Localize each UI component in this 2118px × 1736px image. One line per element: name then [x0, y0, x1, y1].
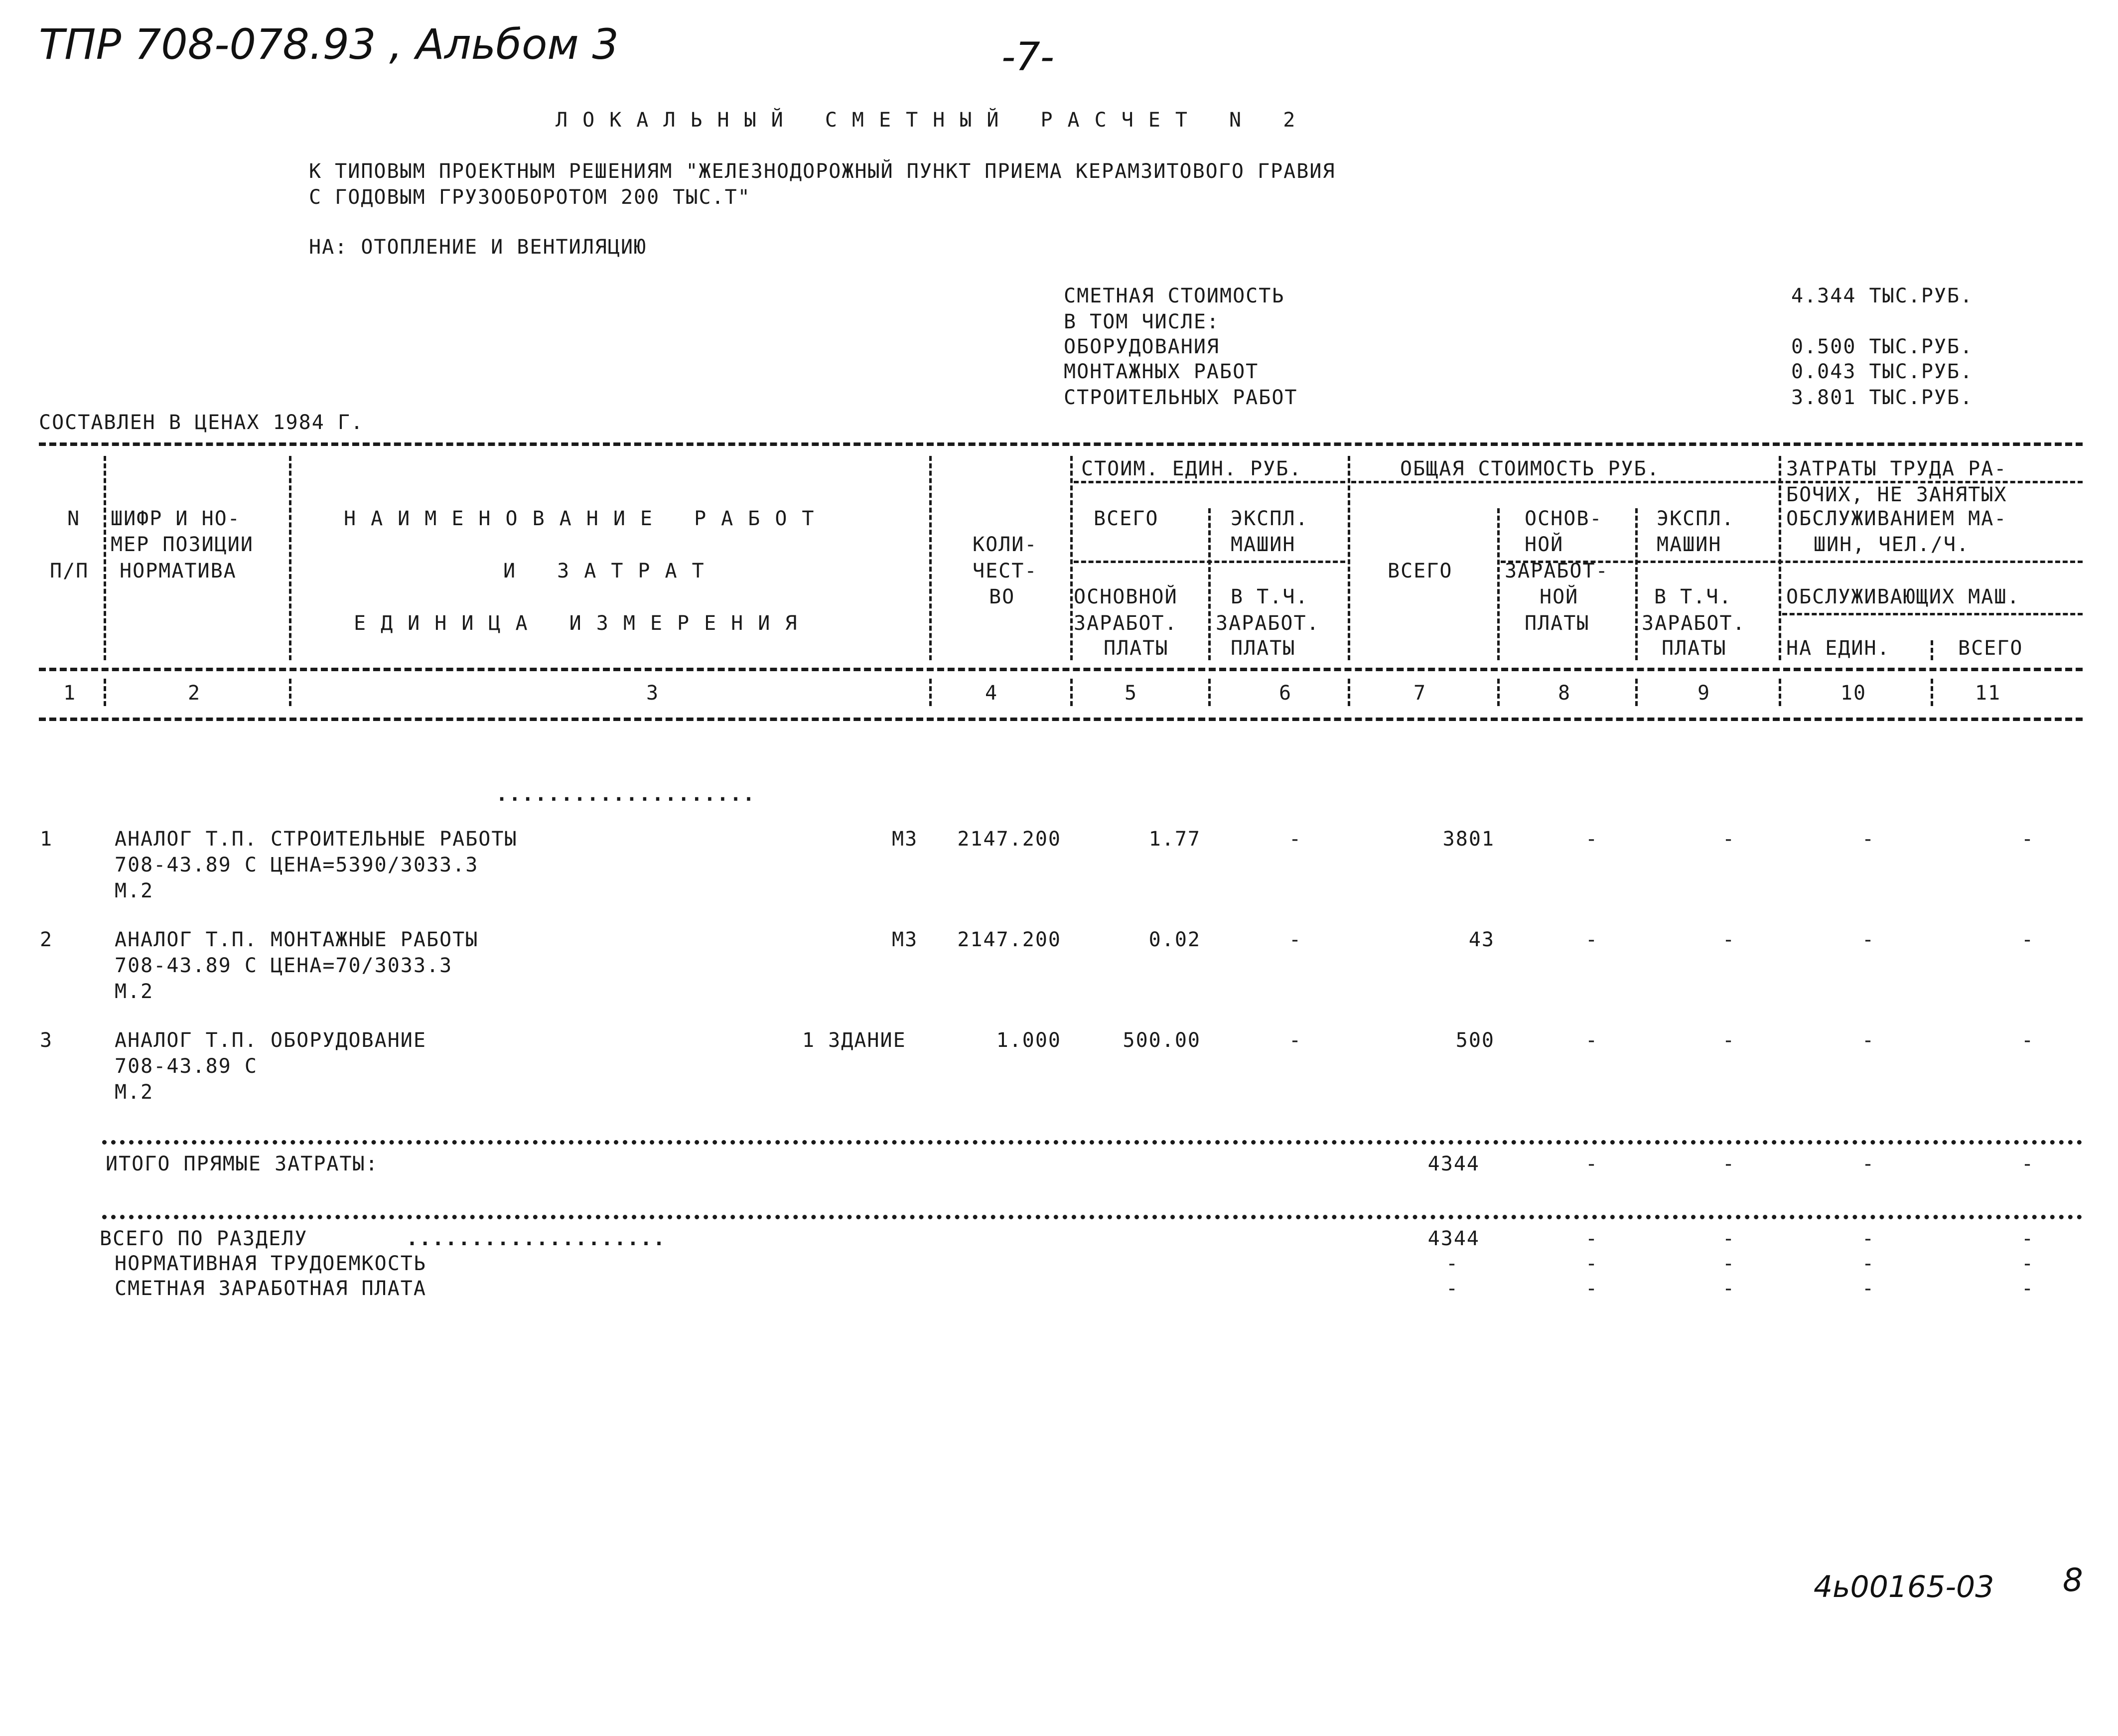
row-labor-per-unit: -	[1861, 1029, 1875, 1052]
header-col6-line: МАШИН	[1231, 533, 1296, 556]
row-number: 2	[40, 928, 53, 951]
header-labor-sub: ОБСЛУЖИВАЮЩИХ МАШ.	[1786, 585, 2020, 608]
column-number: 9	[1697, 682, 1711, 705]
labor-norm-dash: -	[2021, 1252, 2035, 1275]
column-number: 6	[1278, 682, 1292, 705]
summary-value: 0.500 ТЫС.РУБ.	[1791, 335, 1974, 358]
header-col4-line: ЧЕСТ-	[973, 560, 1038, 582]
header-col6-line: ПЛАТЫ	[1231, 637, 1296, 660]
header-col6-line: ЗАРАБОТ.	[1216, 612, 1320, 635]
header-col4-line: КОЛИ-	[973, 533, 1038, 556]
summary-label: СТРОИТЕЛЬНЫХ РАБОТ	[1064, 386, 1298, 409]
col-separator	[104, 456, 106, 660]
row-labor-total: -	[2021, 1029, 2035, 1052]
labor-norm-label: НОРМАТИВНАЯ ТРУДОЕМКОСТЬ	[115, 1252, 426, 1275]
header-col4-line: ВО	[989, 585, 1015, 608]
col-separator	[1348, 456, 1350, 660]
header-col5-line: ВСЕГО	[1094, 507, 1159, 530]
header-col9-line: МАШИН	[1657, 533, 1722, 556]
section-total-value: 4344	[1427, 1227, 1480, 1250]
column-number: 1	[63, 682, 77, 705]
row-unit-machines: -	[1288, 1029, 1302, 1052]
summary-label: МОНТАЖНЫХ РАБОТ	[1064, 360, 1259, 383]
wage-estimate-dash: -	[1861, 1277, 1875, 1300]
row-wage: -	[1585, 828, 1599, 851]
header-col2-line: МЕР ПОЗИЦИИ	[111, 533, 254, 556]
column-number: 10	[1840, 682, 1867, 705]
row-name: АНАЛОГ Т.П. ОБОРУДОВАНИЕ	[115, 1029, 426, 1052]
header-col7-line: ВСЕГО	[1388, 560, 1453, 582]
header-total-cost-group: ОБЩАЯ СТОИМОСТЬ РУБ.	[1400, 457, 1660, 480]
col-separator	[1208, 679, 1211, 706]
row-machines: -	[1722, 1029, 1736, 1052]
col-separator	[1931, 640, 1933, 660]
col-separator	[1070, 679, 1073, 706]
row-code: 708-43.89 С ЦЕНА=70/3033.3	[115, 954, 453, 977]
header-unit-cost-group: СТОИМ. ЕДИН. РУБ.	[1081, 457, 1302, 480]
col-separator	[1208, 508, 1211, 660]
handwritten-archive-code: 4ь00165-03	[1814, 1570, 1994, 1604]
summary-value: 0.043 ТЫС.РУБ.	[1791, 360, 1974, 383]
col-separator	[1348, 679, 1350, 706]
row-total: 43	[1468, 928, 1495, 951]
summary-value: 4.344 ТЫС.РУБ.	[1791, 285, 1974, 307]
header-col10: НА ЕДИН.	[1786, 637, 1890, 660]
labor-norm-dash: -	[1445, 1252, 1459, 1275]
row-unit-machines: -	[1288, 928, 1302, 951]
summary-label: ОБОРУДОВАНИЯ	[1064, 335, 1220, 358]
header-col9-line: ЗАРАБОТ.	[1642, 612, 1746, 635]
handwritten-document-code: ТПР 708-078.93 , Альбом 3	[39, 20, 619, 69]
header-col9-line: В Т.Ч.	[1654, 585, 1732, 608]
summary-label: В ТОМ ЧИСЛЕ:	[1064, 310, 1220, 333]
col-separator	[1497, 508, 1500, 660]
col-separator	[289, 679, 291, 706]
prices-basis-note: СОСТАВЛЕН В ЦЕНАХ 1984 Г.	[39, 411, 364, 434]
row-labor-per-unit: -	[1861, 828, 1875, 851]
header-labor-group: ШИН, ЧЕЛ./Ч.	[1814, 533, 1970, 556]
header-col8-line: НОЙ	[1540, 585, 1579, 608]
rule-dots	[102, 1215, 2083, 1219]
row-labor-total: -	[2021, 828, 2035, 851]
header-col8-line: ЗАРАБОТ-	[1505, 560, 1609, 582]
row-quantity: 2147.200	[957, 928, 1061, 951]
row-wage: -	[1585, 928, 1599, 951]
header-col5-line: ОСНОВНОЙ	[1074, 585, 1178, 608]
row-labor-per-unit: -	[1861, 928, 1875, 951]
header-labor-group: ОБСЛУЖИВАНИЕМ МА-	[1786, 507, 2007, 530]
col-separator	[289, 456, 291, 660]
header-labor-group: ЗАТРАТЫ ТРУДА РА-	[1786, 457, 2007, 480]
col-separator	[929, 679, 932, 706]
document-title: ЛОКАЛЬНЫЙ СМЕТНЫЙ РАСЧЕТ N 2	[556, 109, 1310, 132]
header-col3-line: НАИМЕНОВАНИЕ РАБОТ	[344, 507, 829, 530]
column-number: 5	[1124, 682, 1138, 705]
col-separator	[1070, 456, 1073, 660]
header-col8-line: НОЙ	[1525, 533, 1564, 556]
header-col11: ВСЕГО	[1958, 637, 2023, 660]
header-col1-line: N	[67, 507, 81, 530]
row-name: АНАЛОГ Т.П. МОНТАЖНЫЕ РАБОТЫ	[115, 928, 479, 951]
col-separator	[1931, 679, 1933, 706]
row-machines: -	[1722, 928, 1736, 951]
row-measure: М.2	[115, 1081, 154, 1104]
header-col8-line: ОСНОВ-	[1525, 507, 1603, 530]
row-unit-total: 1.77	[1148, 828, 1201, 851]
row-code: 708-43.89 С ЦЕНА=5390/3033.3	[115, 854, 479, 876]
row-total: 3801	[1442, 828, 1495, 851]
summary-label: СМЕТНАЯ СТОИМОСТЬ	[1064, 285, 1285, 307]
subtotal-dash: -	[2021, 1153, 2035, 1175]
header-col2-line: ШИФР И НО-	[111, 507, 241, 530]
subtotal-total: 4344	[1427, 1153, 1480, 1175]
section-total-dash: -	[1585, 1227, 1599, 1250]
rule-header-bottom	[39, 668, 2083, 671]
header-col1-line: П/П	[50, 560, 89, 582]
header-labor-group: БОЧИХ, НЕ ЗАНЯТЫХ	[1786, 483, 2007, 506]
subtotal-dash: -	[1722, 1153, 1736, 1175]
col-separator	[929, 456, 932, 660]
col-separator	[104, 679, 106, 706]
labor-norm-dash: -	[1722, 1252, 1736, 1275]
section-total-dots: ....................	[406, 1227, 666, 1250]
summary-value: 3.801 ТЫС.РУБ.	[1791, 386, 1974, 409]
header-col9-line: ПЛАТЫ	[1662, 637, 1727, 660]
row-quantity: 1.000	[996, 1029, 1061, 1052]
col-separator	[1779, 456, 1781, 660]
section-dots: ....................	[496, 783, 756, 806]
header-col5-line: ПЛАТЫ	[1104, 637, 1169, 660]
column-number: 4	[985, 682, 998, 705]
section-total-dash: -	[1861, 1227, 1875, 1250]
handwritten-sheet-number: 8	[2063, 1562, 2083, 1599]
header-col6-line: В Т.Ч.	[1231, 585, 1309, 608]
col-separator	[1635, 508, 1638, 660]
row-wage: -	[1585, 1029, 1599, 1052]
row-name: АНАЛОГ Т.П. СТРОИТЕЛЬНЫЕ РАБОТЫ	[115, 828, 518, 851]
subheader-rule	[1074, 561, 1345, 563]
subheader-rule	[1782, 613, 2083, 615]
header-col9-line: ЭКСПЛ.	[1657, 507, 1735, 530]
rule-column-numbers	[39, 718, 2083, 721]
col-separator	[1635, 679, 1638, 706]
wage-estimate-dash: -	[1722, 1277, 1736, 1300]
handwritten-page-number: -7-	[1001, 35, 1054, 80]
labor-norm-dash: -	[1861, 1252, 1875, 1275]
rule-dots	[102, 1140, 2083, 1145]
column-number: 8	[1557, 682, 1571, 705]
column-number: 11	[1975, 682, 2001, 705]
row-machines: -	[1722, 828, 1736, 851]
row-unit: 1 ЗДАНИЕ	[802, 1029, 906, 1052]
section-total-dash: -	[1722, 1227, 1736, 1250]
section-total-dash: -	[2021, 1227, 2035, 1250]
row-number: 1	[40, 828, 53, 851]
subtitle-line-1: К ТИПОВЫМ ПРОЕКТНЫМ РЕШЕНИЯМ "ЖЕЛЕЗНОДОРОЖНЫЙ ПУНКТ ПРИЕМА КЕРАМЗИТОВОГО ГРАВИЯ	[309, 160, 1336, 183]
row-unit: М3	[892, 828, 918, 851]
row-code: 708-43.89 С	[115, 1055, 258, 1078]
row-unit-total: 0.02	[1148, 928, 1201, 951]
row-number: 3	[40, 1029, 53, 1052]
col-separator	[1779, 679, 1781, 706]
column-number: 2	[187, 682, 201, 705]
column-number: 3	[646, 682, 660, 705]
row-unit-machines: -	[1288, 828, 1302, 851]
column-number: 7	[1413, 682, 1427, 705]
wage-estimate-label: СМЕТНАЯ ЗАРАБОТНАЯ ПЛАТА	[115, 1277, 426, 1300]
row-unit: М3	[892, 928, 918, 951]
row-labor-total: -	[2021, 928, 2035, 951]
header-col5-line: ЗАРАБОТ.	[1074, 612, 1178, 635]
subtotal-dash: -	[1585, 1153, 1599, 1175]
subtotal-label: ИТОГО ПРЯМЫЕ ЗАТРАТЫ:	[106, 1153, 379, 1175]
subtitle-line-2: С ГОДОВЫМ ГРУЗООБОРОТОМ 200 ТЫС.Т"	[309, 186, 751, 209]
row-measure: М.2	[115, 980, 154, 1003]
row-unit-total: 500.00	[1123, 1029, 1201, 1052]
header-col2-line: НОРМАТИВА	[120, 560, 237, 582]
row-total: 500	[1455, 1029, 1495, 1052]
wage-estimate-dash: -	[2021, 1277, 2035, 1300]
row-measure: М.2	[115, 879, 154, 902]
wage-estimate-dash: -	[1585, 1277, 1599, 1300]
header-col6-line: ЭКСПЛ.	[1231, 507, 1309, 530]
subtotal-dash: -	[1861, 1153, 1875, 1175]
row-quantity: 2147.200	[957, 828, 1061, 851]
rule-top	[39, 442, 2083, 446]
estimate-subject: НА: ОТОПЛЕНИЕ И ВЕНТИЛЯЦИЮ	[309, 236, 647, 259]
labor-norm-dash: -	[1585, 1252, 1599, 1275]
wage-estimate-dash: -	[1445, 1277, 1459, 1300]
section-total-label: ВСЕГО ПО РАЗДЕЛУ	[100, 1227, 308, 1250]
header-col8-line: ПЛАТЫ	[1525, 612, 1590, 635]
col-separator	[1497, 679, 1500, 706]
header-col3-line: ЕДИНИЦА ИЗМЕРЕНИЯ	[354, 612, 812, 635]
header-col3-line: И ЗАТРАТ	[503, 560, 719, 582]
